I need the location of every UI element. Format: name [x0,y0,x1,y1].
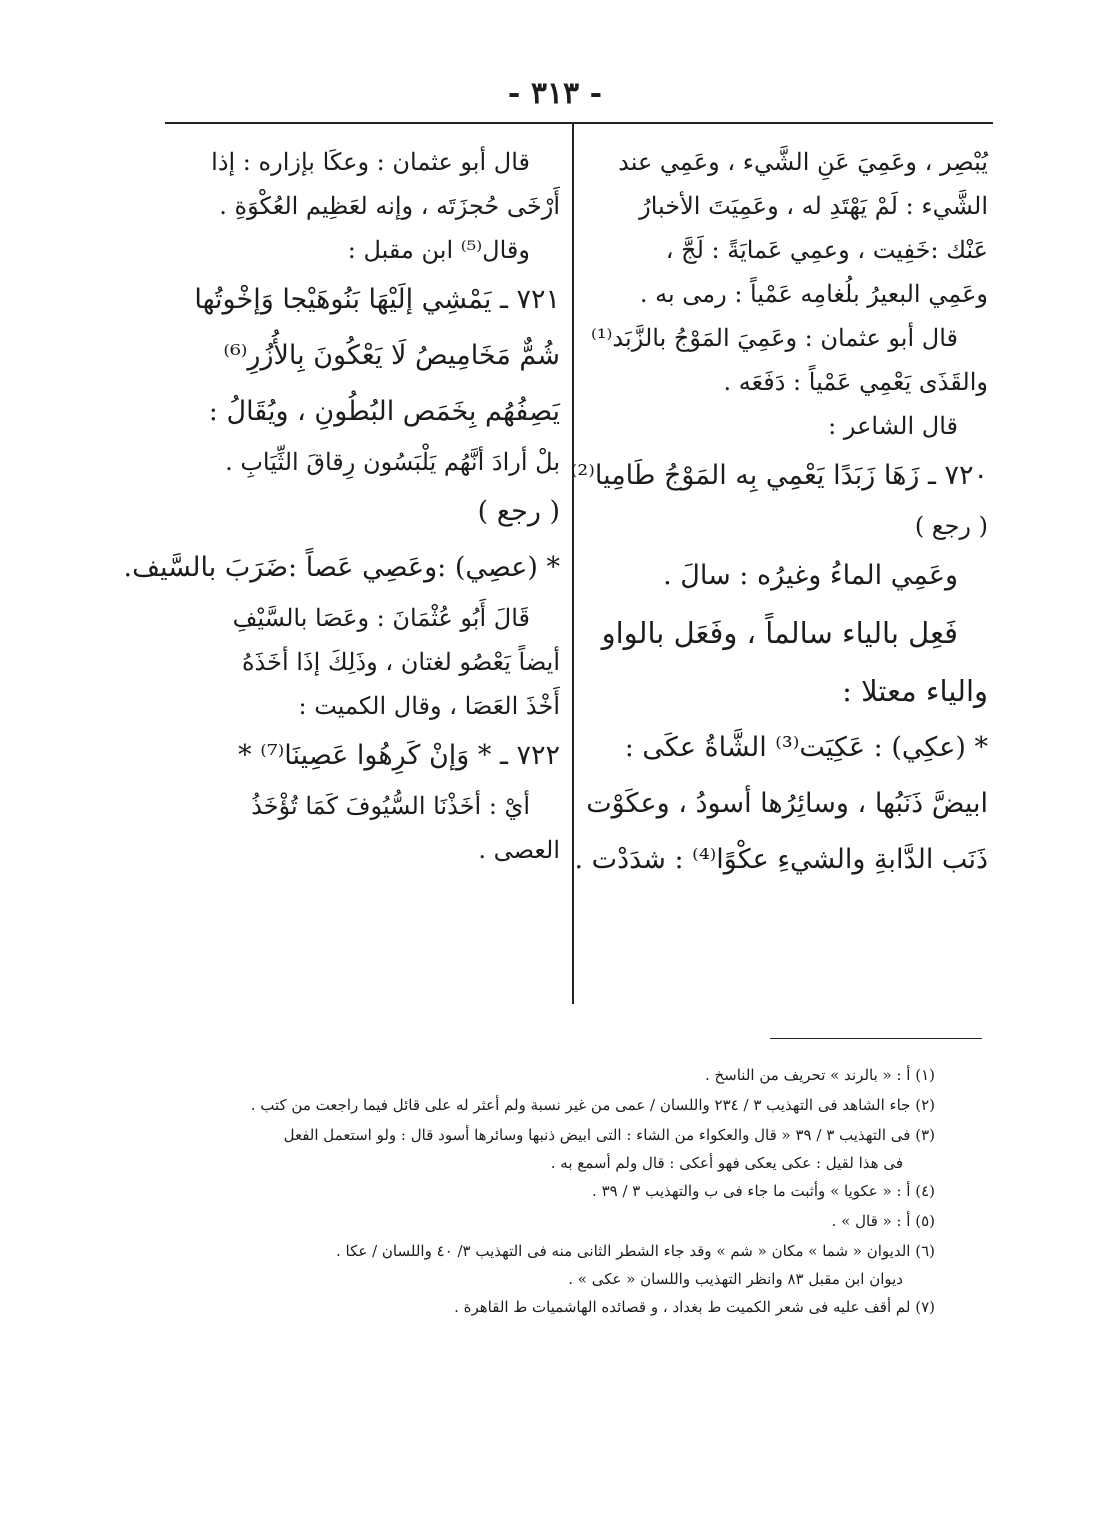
text-line: العصى . [478,836,560,864]
entry-line: * (عصِي) :وعَصِي عَصاً :ضَرَبَ بالسَّيف. [123,552,560,583]
section-heading: والياء معتلا : [842,674,988,708]
text-line: قال الشاعر : [828,412,958,440]
text-line: الشَّيء : لَمْ يَهْتَدِ له ، وعَمِيَتَ الأخبارُ [639,192,988,220]
footnote: (٢) جاء الشاهد فى التهذيب ٣ / ٢٣٤ واللسان / عمى من غير نسبة ولم أعثر له على قائل فيما راجعت من كتب . [250,1096,935,1114]
right-column [570,140,988,888]
footnote-rule [770,1038,982,1039]
verse-line: شُمٌّ مَخَامِيصُ لَا يَعْكُونَ بِالأُزُرِ⁽⁶⁾ [223,340,560,371]
text-line: أيضاً يَعْصُو لغتان ، وذَلِكَ إذَا أخَذَهُ [241,648,560,676]
text-line: وعَمِي البعيرُ بلُغامِه عَمْياً : رمى به . [639,280,988,308]
text-line: والقَذَى يَعْمِي عَمْياً : دَفَعَه . [723,368,988,396]
text-line: وقال⁽⁵⁾ ابن مقبل : [347,236,530,264]
footnote: (٧) لم أقف عليه فى شعر الكميت ط بغداد ، و قصائده الهاشميات ط القاهرة . [454,1298,935,1316]
text-line: قال أبو عثمان : وعكَا بإزاره : إذا [211,148,530,176]
footnote: (٦) الديوان « شما » مكان « شم » وقد جاء الشطر الثانى منه فى التهذيب ٣/ ٤٠ واللسان / عكا . [335,1242,935,1260]
footnote: (١) أ : « بالرند » تحريف من الناسخ . [704,1066,935,1084]
entry-line: * (عكِي) : عَكِيَت⁽³⁾ الشَّاةُ عكَى : [624,732,988,763]
footnote-continuation: فى هذا لقيل : عكى يعكى فهو أعكى : قال ولم أسمع به . [550,1154,903,1172]
footnote-continuation: ديوان ابن مقبل ٨٣ وانظر التهذيب واللسان « عكى » . [568,1270,903,1288]
page-number: - ٣١٣ - [507,76,603,111]
text-line: عَنْك :خَفِيت ، وعمِي عَمايَةً : لَجَّ ، [665,236,988,264]
verse-line: ٧٢٠ ـ زَهَا زَبَدًا يَعْمِي بِه المَوْجُ طَامِيا⁽²⁾ [570,460,988,491]
left-column [123,140,560,872]
text-line: أَرْخَى حُجزَتَه ، وإنه لعَظِيم العُكْوَةِ . [219,192,560,220]
column-divider [572,124,574,1004]
footnotes [165,1060,935,1322]
footnote: (٣) فى التهذيب ٣ / ٣٩ « قال والعكواء من الشاء : التى ابيض ذنبها وسائرها أسود قال : ولو استعمل الفعل [283,1126,935,1144]
text-line: قَالَ أَبُو عُثْمَانَ : وعَصَا بالسَّيْفِ [232,604,530,632]
text-line: يَصِفُهُم بِخَمَص البُطُونِ ، ويُقَالُ : [208,396,560,427]
text-line: قال أبو عثمان : وعَمِيَ المَوْجُ بالزَّبَد⁽¹⁾ [591,324,958,352]
footnote: (٥) أ : « قال » . [831,1212,935,1230]
text-line: أيْ : أخَذْنَا السُّيُوفَ كَمَا تُؤْخَذُ [251,792,530,820]
verse-line: ٧٢١ ـ يَمْشِي إلَيْهَا بَنُوهَيْجا وَإخْوتُها [194,284,560,315]
text-line: يُبْصِر ، وعَمِيَ عَنِ الشَّيء ، وعَمِي عند [618,148,988,176]
text-line: ذَنَب الدَّابةِ والشيءِ عكْوًا⁽⁴⁾ : شدَدْت . [574,844,988,875]
text-line: ابيضَّ ذَنَبُها ، وسائِرُها أسودُ ، وعكَوْت [586,788,988,819]
text-line: أَخْذَ العَصَا ، وقال الكميت : [298,692,560,720]
text-line: بلْ أرادَ أنَّهُم يَلْبَسُون رِقاقَ الثِّيَابِ . [225,448,560,476]
section-heading: فَعِل بالياء سالماً ، وفَعَل بالواو [601,616,958,650]
section-marker: ( رجع ) [477,496,560,527]
section-marker: ( رجع ) [914,512,988,540]
verse-line: ٧٢٢ ـ * وَإنْ كَرِهُوا عَصِينَا⁽⁷⁾ * [238,740,560,771]
footnote: (٤) أ : « عكويا » وأثبت ما جاء فى ب والتهذيب ٣ / ٣٩ . [592,1182,935,1200]
header-rule [165,122,993,124]
text-line: وعَمِي الماءُ وغيرُه : سالَ . [663,560,958,591]
